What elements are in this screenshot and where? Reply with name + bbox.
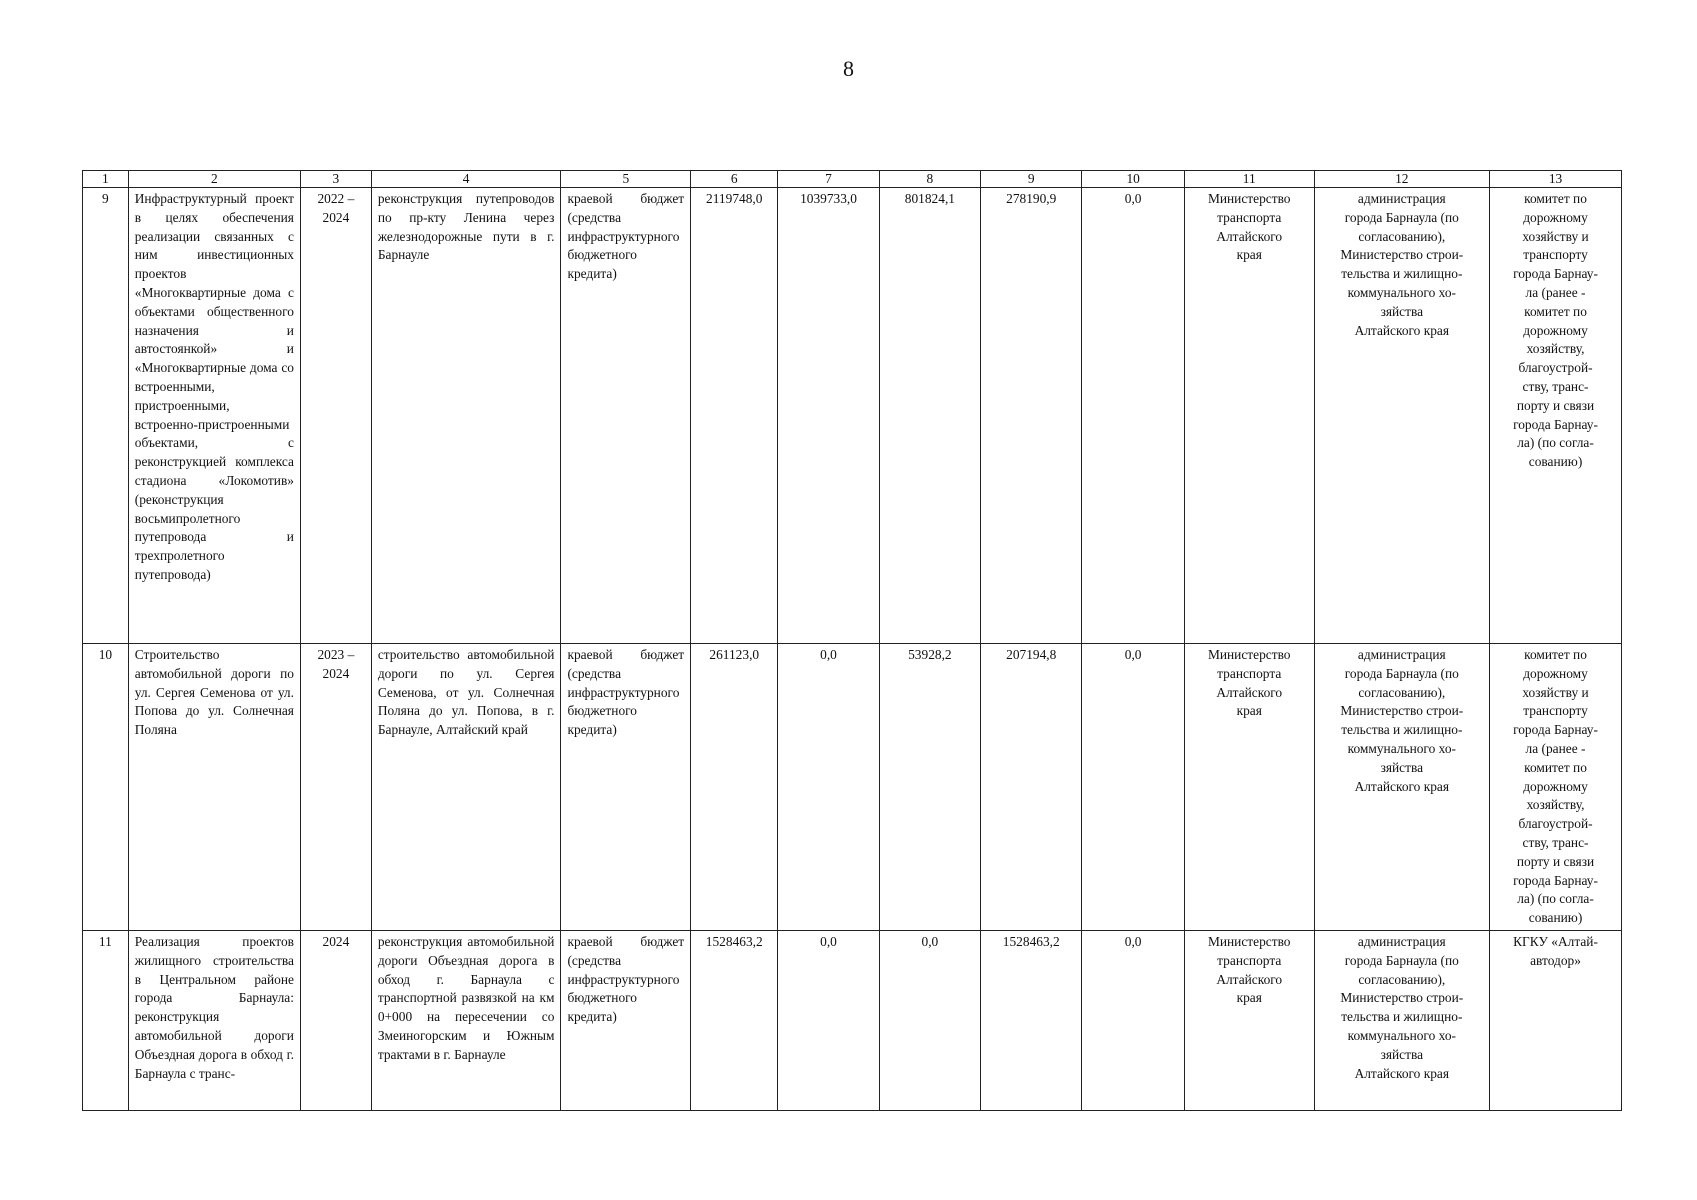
column-number: 13 [1490, 171, 1622, 188]
table-row [83, 930, 1622, 1110]
row-number: 9 [83, 188, 129, 644]
table-row [83, 644, 1622, 931]
co-executors: администрация города Барнаула (по согласованию), Министерство строи- тельства и жилищно- коммунального хо- зяйства Алтайского края [1314, 188, 1489, 644]
amount-col-9: 1528463,2 [981, 930, 1082, 1110]
total-amount: 261123,0 [691, 644, 778, 931]
page-number: 8 [843, 56, 854, 81]
funding-source: краевой бюджет (средства инфраструктурного бюджетного кредита) [561, 930, 691, 1110]
project-years: 2024 [300, 930, 371, 1110]
amount-col-7: 1039733,0 [778, 188, 879, 644]
project-name: Реализация проектов жилищного строительства в Центральном районе города Барнаула: реконструкция автомобильной дороги Объездная дорога в обход г. Барнаула с транс- [128, 930, 300, 1110]
funding-source: краевой бюджет (средства инфраструктурного бюджетного кредита) [561, 644, 691, 931]
funding-source: краевой бюджет (средства инфраструктурного бюджетного кредита) [561, 188, 691, 644]
executor: комитет по дорожному хозяйству и транспорту города Барнау- ла (ранее - комитет по дорожному хозяйству, благоустрой- ству, транс- порту и связи города Барнау- ла) (по согла- сованию) [1490, 188, 1622, 644]
responsible-ministry: Министерство транспорта Алтайского края [1184, 644, 1314, 931]
project-description: строительство автомобильной дороги по ул. Сергея Семенова, от ул. Солнечная Поляна до ул. Попова, в г. Барнауле, Алтайский край [371, 644, 561, 931]
responsible-ministry: Министерство транспорта Алтайского края [1184, 188, 1314, 644]
co-executors: администрация города Барнаула (по согласованию), Министерство строи- тельства и жилищно- коммунального хо- зяйства Алтайского края [1314, 930, 1489, 1110]
amount-col-9: 278190,9 [981, 188, 1082, 644]
amount-col-7: 0,0 [778, 644, 879, 931]
column-number: 10 [1082, 171, 1184, 188]
column-number: 12 [1314, 171, 1489, 188]
column-number-row [83, 171, 1622, 188]
responsible-ministry: Министерство транспорта Алтайского края [1184, 930, 1314, 1110]
column-number: 3 [300, 171, 371, 188]
co-executors: администрация города Барнаула (по согласованию), Министерство строи- тельства и жилищно- коммунального хо- зяйства Алтайского края [1314, 644, 1489, 931]
project-description: реконструкция автомобильной дороги Объездная дорога в обход г. Барнаула с транспортной развязкой на км 0+000 на пересечении со Змеиногорским и Южным трактами в г. Барнауле [371, 930, 561, 1110]
amount-col-8: 53928,2 [879, 644, 980, 931]
project-description: реконструкция путепроводов по пр-кту Ленина через железнодорожные пути в г. Барнауле [371, 188, 561, 644]
column-number: 2 [128, 171, 300, 188]
project-name: Инфраструктурный проект в целях обеспечения реализации связанных с ним инвестиционных проектов «Многоквартирные дома с объектами общественного назначения и автостоянкой» и «Многоквартирные дома со встроенными, пристроенными, встроенно-пристроенными объектами, с реконструкцией комплекса стадиона «Локомотив» (реконструкция восьмипролетного путепровода и трехпролетного путепровода) [128, 188, 300, 644]
table-row [83, 188, 1622, 644]
amount-col-8: 0,0 [879, 930, 980, 1110]
column-number: 7 [778, 171, 879, 188]
project-years: 2022 – 2024 [300, 188, 371, 644]
column-number: 5 [561, 171, 691, 188]
executor: КГКУ «Алтай- автодор» [1490, 930, 1622, 1110]
total-amount: 1528463,2 [691, 930, 778, 1110]
amount-col-10: 0,0 [1082, 188, 1184, 644]
amount-col-10: 0,0 [1082, 930, 1184, 1110]
total-amount: 2119748,0 [691, 188, 778, 644]
amount-col-7: 0,0 [778, 930, 879, 1110]
column-number: 11 [1184, 171, 1314, 188]
amount-col-9: 207194,8 [981, 644, 1082, 931]
column-number: 1 [83, 171, 129, 188]
column-number: 9 [981, 171, 1082, 188]
column-number: 6 [691, 171, 778, 188]
project-years: 2023 – 2024 [300, 644, 371, 931]
row-number: 10 [83, 644, 129, 931]
row-number: 11 [83, 930, 129, 1110]
amount-col-10: 0,0 [1082, 644, 1184, 931]
column-number: 8 [879, 171, 980, 188]
program-table [82, 170, 1622, 1111]
project-name: Строительство автомобильной дороги по ул. Сергея Семенова от ул. Попова до ул. Солнечная Поляна [128, 644, 300, 931]
column-number: 4 [371, 171, 561, 188]
executor: комитет по дорожному хозяйству и транспорту города Барнау- ла (ранее - комитет по дорожному хозяйству, благоустрой- ству, транс- порту и связи города Барнау- ла) (по согла- сованию) [1490, 644, 1622, 931]
amount-col-8: 801824,1 [879, 188, 980, 644]
